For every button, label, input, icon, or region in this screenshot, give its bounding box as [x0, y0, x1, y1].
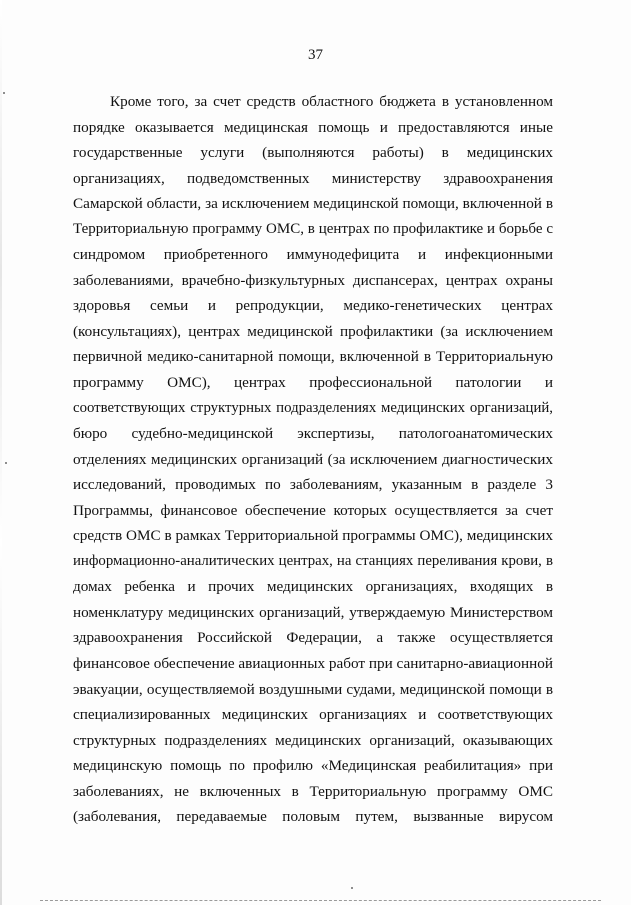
scan-speck — [3, 92, 5, 94]
text-line: средств ОМС в рамках Территориальной программы ОМС), медицинских — [73, 527, 553, 545]
text-line: домах ребенка и прочих медицинских организациях, входящих в — [73, 578, 553, 596]
scan-edge-left — [0, 0, 2, 905]
text-line: здоровья семьи и репродукции, медико-генетических центрах — [73, 297, 553, 315]
text-line: заболеваниями, врачебно-физкультурных диспансерах, центрах охраны — [73, 271, 553, 289]
scan-edge-bottom — [40, 900, 601, 902]
text-line: соответствующих структурных подразделениях медицинских организаций, — [73, 399, 553, 416]
text-line: Кроме того, за счет средств областного бюджета в установленном — [110, 93, 553, 110]
text-line: порядке оказывается медицинская помощь и предоставляются иные — [73, 118, 553, 136]
text-line: эвакуации, осуществляемой воздушными судами, медицинской помощи в — [73, 680, 553, 698]
text-line: исследований, проводимых по заболеваниям, указанным в разделе 3 — [73, 476, 553, 494]
scan-speck — [351, 887, 353, 889]
scan-speck — [5, 462, 7, 464]
page-number: 37 — [308, 47, 323, 63]
text-line: программу ОМС), центрах профессиональной патологии и — [73, 374, 553, 392]
text-line: первичной медико-санитарной помощи, включенной в Территориальную — [73, 348, 553, 366]
text-line: медицинскую помощь по профилю «Медицинская реабилитация» при — [73, 757, 553, 775]
text-line: заболеваниях, не включенных в Территориальную программу ОМС — [73, 782, 553, 800]
text-line: Программы, финансовое обеспечение которых осуществляется за счет — [73, 501, 553, 519]
text-line: бюро судебно-медицинской экспертизы, патологоанатомических — [73, 425, 553, 443]
text-line: номенклатуру медицинских организаций, утверждаемую Министерством — [73, 603, 553, 621]
text-line: организациях, подведомственных министерству здравоохранения — [73, 169, 553, 187]
text-line: отделениях медицинских организаций (за исключением диагностических — [73, 450, 553, 468]
body-paragraph — [73, 89, 553, 830]
text-line: специализированных медицинских организациях и соответствующих — [73, 706, 553, 724]
text-line: Территориальную программу ОМС, в центрах по профилактике и борьбе с — [73, 220, 553, 237]
text-line: (консультациях), центрах медицинской профилактики (за исключением — [73, 322, 553, 340]
text-line: государственные услуги (выполняются работы) в медицинских — [73, 144, 553, 162]
text-line: (заболевания, передаваемые половым путем, вызванные вирусом — [73, 808, 553, 826]
text-line: финансовое обеспечение авиационных работ при санитарно-авиационной — [73, 655, 553, 673]
text-line: здравоохранения Российской Федерации, а также осуществляется — [73, 629, 553, 647]
text-line: Самарской области, за исключением медицинской помощи, включенной в — [73, 195, 553, 213]
text-line: структурных подразделениях медицинских организаций, оказывающих — [73, 731, 553, 749]
text-line: синдромом приобретенного иммунодефицита и инфекционными — [73, 246, 553, 264]
text-line: информационно-аналитических центрах, на станциях переливания крови, в — [73, 552, 553, 569]
